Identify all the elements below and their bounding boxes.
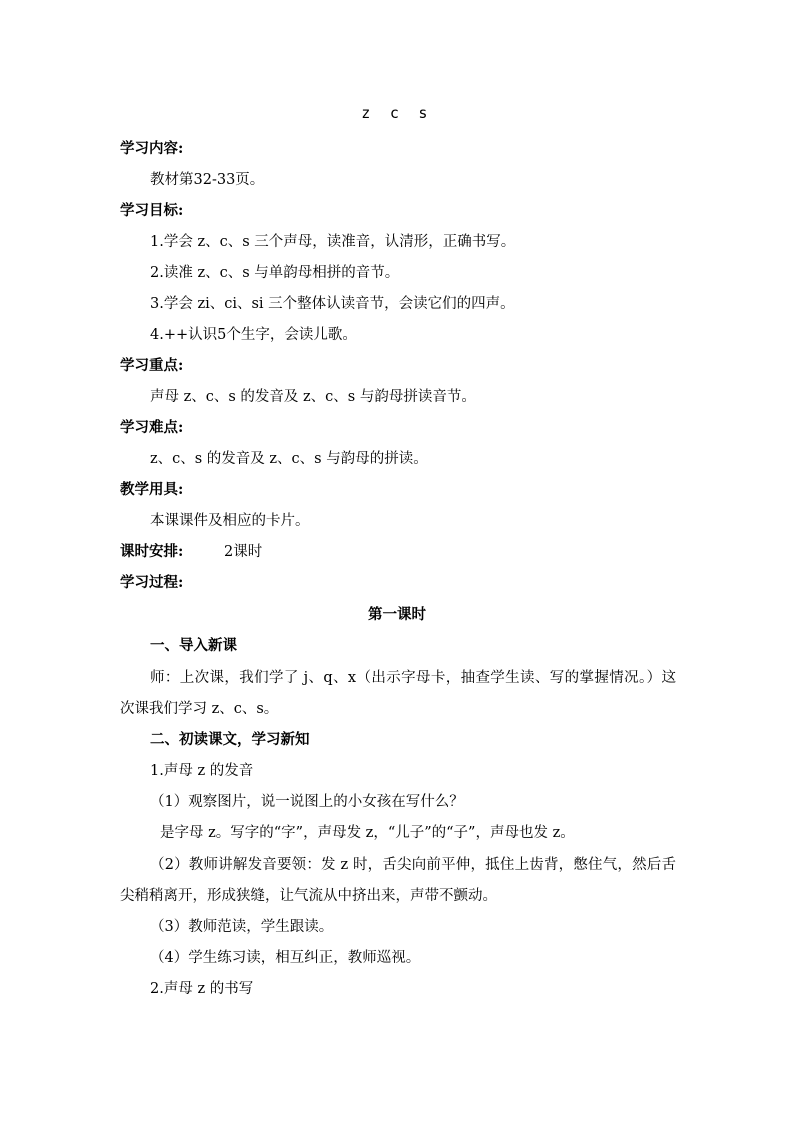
step1-heading: 1.声母 z 的发音: [150, 763, 254, 779]
step1-item: （4）学生练习读，相互纠正，教师巡视。: [150, 950, 421, 966]
goal-item: 3.学会 zi、ci、si 三个整体认读音节，会读它们的四声。: [150, 296, 515, 312]
goal-item: 1.学会 z、c、s 三个声母，读准音，认清形，正确书写。: [150, 234, 516, 250]
content-text: 教材第32-33页。: [150, 172, 265, 188]
tools-text: 本课课件及相应的卡片。: [150, 513, 310, 529]
goal-item: 4.++认识5个生字，会读儿歌。: [150, 327, 357, 343]
key-heading: 学习重点:: [120, 357, 184, 374]
part2-heading: 二、初读课文，学习新知: [150, 731, 310, 748]
part1-heading: 一、导入新课: [150, 637, 237, 654]
schedule-value: 2课时: [224, 544, 263, 560]
step1-answer: 是字母 z。写字的“字”，声母发 z，“儿子”的“子”，声母也发 z。: [160, 825, 575, 841]
document-title: z c s: [361, 104, 433, 122]
step2-heading: 2.声母 z 的书写: [150, 981, 254, 997]
difficulty-heading: 学习难点:: [120, 419, 184, 436]
schedule-heading: 课时安排:: [120, 543, 184, 560]
part1-text: 师：上次课，我们学了 j、q、x（出示字母卡，抽查学生读、写的掌握情况。）这次课我们学习 z、c、s。: [120, 670, 676, 717]
step1-item: （1）观察图片，说一说图上的小女孩在写什么？: [150, 794, 464, 810]
step1-item: （2）教师讲解发音要领：发 z 时，舌尖向前平伸，抵住上齿背，憋住气，然后舌尖稍稍离开，形成狭缝，让气流从中挤出来，声带不颤动。: [120, 857, 676, 904]
difficulty-text: z、c、s 的发音及 z、c、s 与韵母的拼读。: [150, 451, 428, 467]
step1-item: （3）教师范读，学生跟读。: [150, 919, 334, 935]
process-heading: 学习过程:: [120, 574, 184, 591]
goals-heading: 学习目标:: [120, 202, 184, 219]
content-heading: 学习内容:: [120, 140, 184, 157]
lesson-title: 第一课时: [368, 606, 426, 623]
key-text: 声母 z、c、s 的发音及 z、c、s 与韵母拼读音节。: [150, 389, 476, 405]
tools-heading: 教学用具:: [120, 481, 184, 498]
goal-item: 2.读准 z、c、s 与单韵母相拼的音节。: [150, 265, 400, 281]
